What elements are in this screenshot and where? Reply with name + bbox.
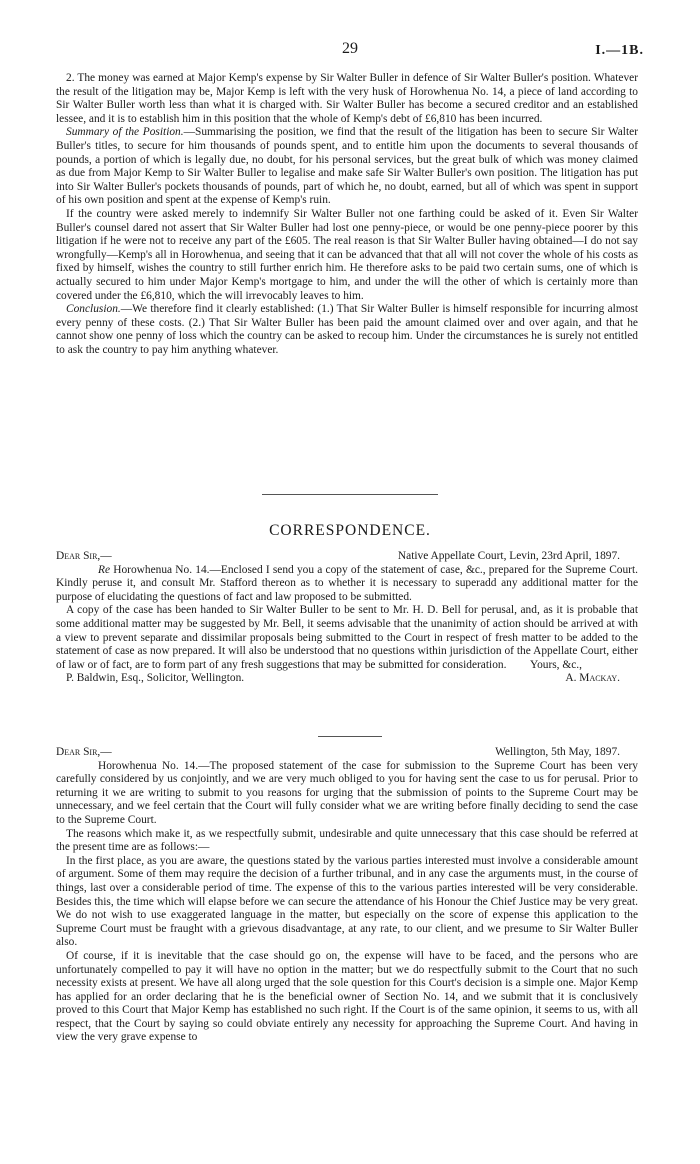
letter-1 (56, 550, 638, 686)
correspondence-title: CORRESPONDENCE. (269, 522, 431, 539)
salutation: Dear Sir,— (56, 746, 112, 758)
paragraph: Conclusion.—We therefore find it clearly established: (1.) That Sir Walter Buller is himself responsible for incurring almost every penny of these costs. (2.) That Sir Walter Buller has been paid the amount claimed over and over again, and that he cannot show one penny of loss which the country can be asked to recoup him. Under the circumstances he is surely not entitled to ask the country to pay him anything whatever. (56, 303, 638, 356)
section-heading: Conclusion. (66, 303, 121, 316)
letter-footer (56, 672, 638, 686)
place-date: Wellington, 5th May, 1897. (495, 746, 620, 758)
place-date: Native Appellate Court, Levin, 23rd April, 1897. (397, 550, 620, 562)
addressee: P. Baldwin, Esq., Solicitor, Wellington. (66, 672, 245, 685)
paragraph: Re Horowhenua No. 14.—Enclosed I send you a copy of the statement of case, &c., prepared for the Supreme Court. Kindly peruse it, and consult Mr. Stafford thereon as to whether it is necessary to superadd any additional matter for the purpose of elucidating the questions of fact and law proposed to be submitted. (56, 563, 638, 603)
paragraph: The reasons which make it, as we respectfully submit, undesirable and quite unnecessary that this case should be referred at the present time are as follows:— (56, 827, 638, 854)
letter-2 (56, 746, 638, 1045)
summary-section (56, 72, 638, 357)
paragraph: In the first place, as you are aware, the questions stated by the various parties interested must involve a considerable amount of argument. Some of them may require the decision of a further tribunal, and in any case the arguments must, in the course of things, last over a considerable period of time. The expense of this to the various parties interested will be very considerable. Besides this, the time which will elapse before we can secure the attendance of his Honour the Chief Justice may be very great. We do not wish to use exaggerated language in the matter, but especially on the score of expense this application to the Supreme Court must be fraught with a grievous disadvantage, at any rate, to our client, and we presume to Sir Walter Buller also. (56, 854, 638, 949)
paragraph: Horowhenua No. 14.—The proposed statement of the case for submission to the Supreme Court has been very carefully considered by us conjointly, and we are very much obliged to you for having sent the case to us for perusal. Prior to returning it we are writing to submit to you reasons for urging that the submission of points to the Supreme Court may be unnecessary, and we feel certain that the Court will fully consider what we are writing before finally deciding to send the case to the Supreme Court. (56, 759, 638, 826)
signature: A. Mackay. (565, 672, 620, 685)
divider (262, 494, 438, 495)
paragraph: Summary of the Position.—Summarising the position, we find that the result of the litigation has been to secure Sir Walter Buller's titles, to secure for him thousands of pounds spent, and to entitle him upon the documents to several thousands of pounds, a portion of which is legally due, no doubt, for his personal services, but the great bulk of which was money claimed as due from Major Kemp to Sir Walter Buller to legalise and make safe Sir Walter Buller's own position. The litigation has put into Sir Walter Buller's pockets thousands of pounds, part of which he, no doubt, earned, but all of which was spent in support of his own position and spent at the expense of Kemp's ruin. (56, 126, 638, 207)
document-reference: I.—1B. (595, 43, 644, 58)
closing: Yours, &c., (529, 658, 582, 671)
divider (318, 736, 382, 737)
letter-header (56, 550, 638, 564)
letter-header (56, 746, 638, 760)
salutation: Dear Sir,— (56, 550, 112, 562)
paragraph: If the country were asked merely to indemnify Sir Walter Buller not one farthing could be asked of it. Even Sir Walter Buller's counsel dared not assert that Sir Walter Buller had lost one penny-piece, or would be one penny-piece poorer by this litigation if he were not to receive any part of the £605. The real reason is that Sir Walter Buller having obtained—I do not say wrongfully—Kemp's all in Horowhenua, and seeing that it can be advanced that that all will not cover the whole of his costs as fixed by himself, wishes the country to still further enrich him. He therefore asks to be paid two certain sums, one of which is actually secured to him under Major Kemp's mortgage to him, and under the will the other of which is certainly more than covered under the £6,810, which the will irrevocably leaves to him. (56, 207, 638, 302)
paragraph: 2. The money was earned at Major Kemp's expense by Sir Walter Buller in defence of Sir Walter Buller's position. Whatever the result of the litigation may be, Major Kemp is left with the very husk of Horowhenua No. 14, a piece of land according to Sir Walter Buller worth less than what it is charged with. Sir Walter Buller has become a secured creditor and an established lessee, and it is to establish him in this position that the whole of Kemp's debt of £6,810 has been incurred. (56, 72, 638, 125)
paragraph: A copy of the case has been handed to Sir Walter Buller to be sent to Mr. H. D. Bell for perusal, and, as it is probable that some additional matter may be suggested by Mr. Bell, it seems advisable that the unanimity of action should be arrived at with a view to prevent separate and dissimilar proposals being submitted to the Court in respect of fresh matter to be added to the statement of case as now prepared. It will also be understood that no questions within jurisdiction of the Appellate Court, either of law or of fact, are to form part of any fresh suggestions that may be submitted for consideration. (56, 604, 638, 671)
paragraph: Of course, if it is inevitable that the case should go on, the expense will have to be faced, and the persons who are unfortunately compelled to pay it will have no option in the matter; but we do respectfully submit to the Court that no such necessity exists at present. We have all along urged that the sole question for this Court's decision is a simple one. Major Kemp has applied for an order declaring that he is the beneficial owner of Section No. 14, and we submit that it is conclusively proved to this Court that Major Kemp has established no such right. If the Court is of the same opinion, it seems to us, with all respect, that the Court by saying so could obviate entirely any necessity for approaching the Supreme Court. And having in view the very grave expense to (56, 949, 638, 1044)
page-number: 29 (342, 40, 358, 57)
section-heading: Summary of the Position. (66, 126, 184, 139)
